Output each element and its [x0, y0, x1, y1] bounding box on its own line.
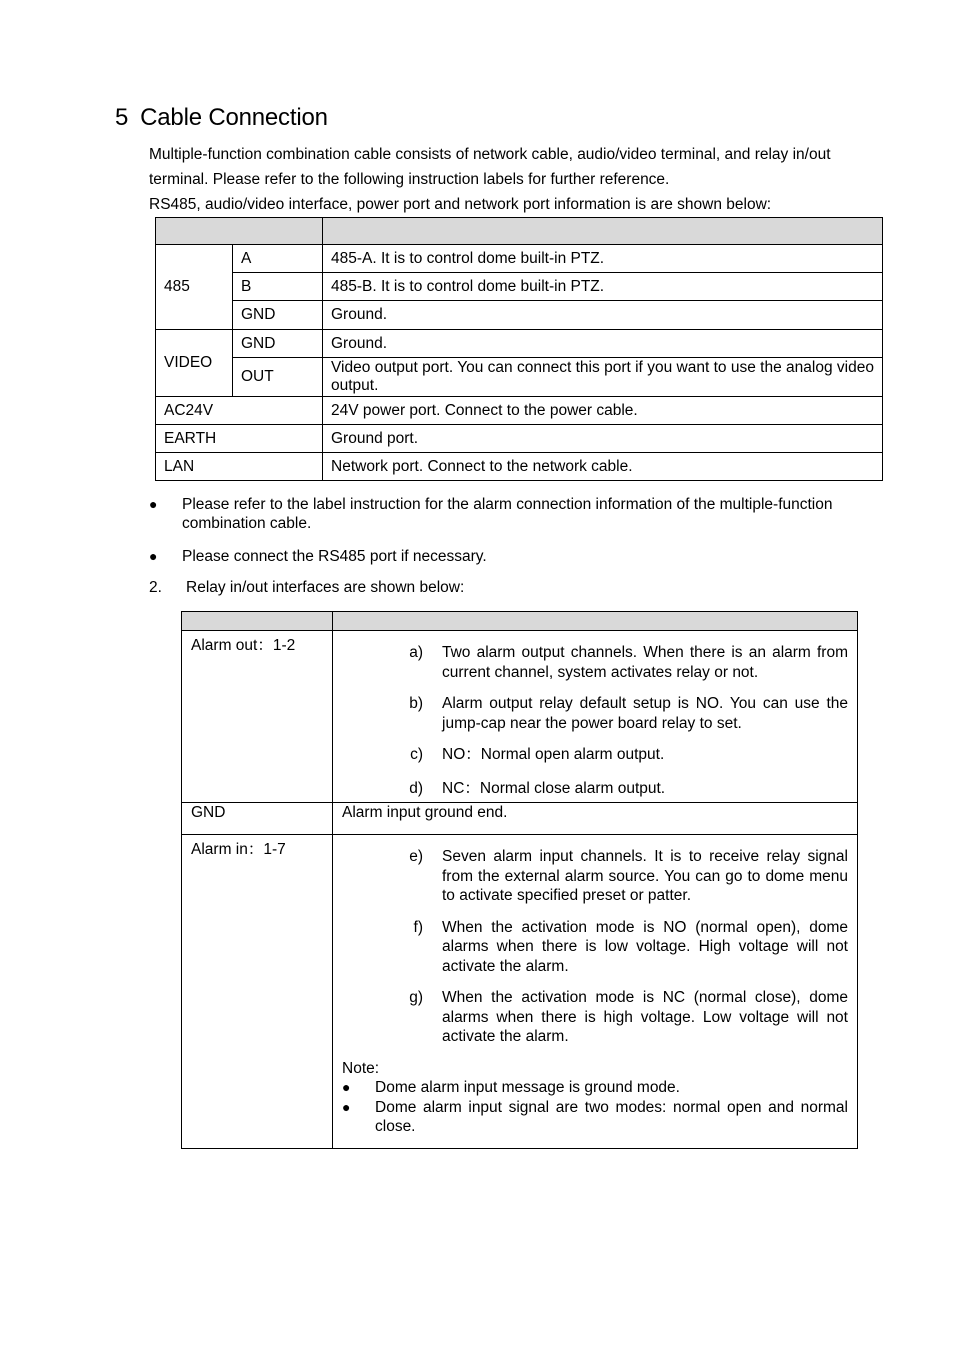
- item-marker: c): [410, 746, 423, 763]
- item-text: NC：Normal close alarm output.: [442, 779, 666, 797]
- group-cell: EARTH: [156, 425, 323, 453]
- port-cell: B: [233, 273, 323, 301]
- desc-cell: [333, 631, 858, 803]
- bullet-text: Please refer to the label instruction for the alarm connection information of the multiple-function combination cable.: [182, 496, 833, 532]
- item-text: When the activation mode is NC (normal close), dome alarms when there is high voltage. Low voltage will not activate the alarm.: [442, 989, 848, 1045]
- numbered-item: [149, 579, 464, 597]
- list-item: [342, 779, 848, 799]
- item-marker: e): [409, 848, 423, 865]
- group-cell: VIDEO: [156, 330, 233, 397]
- label-cell: Alarm in：1-7: [182, 835, 333, 1149]
- item-marker: b): [409, 695, 423, 712]
- bullet-icon: ●: [149, 496, 158, 512]
- relay-table-header: [182, 612, 858, 631]
- list-item: [342, 1078, 848, 1098]
- bullet-icon: ●: [149, 548, 158, 564]
- alarm-in-list: [342, 847, 848, 1047]
- desc-cell: 485-B. It is to control dome built-in PTZ.: [323, 273, 883, 301]
- intro-sentence: RS485, audio/video interface, power port and network port information is are shown below:: [149, 196, 772, 213]
- table-row: [156, 425, 883, 453]
- item-text: When the activation mode is NO (normal open), dome alarms when there is low voltage. High voltage will not activate the alarm.: [442, 918, 848, 975]
- list-item: [149, 495, 894, 533]
- note-list: [342, 1078, 848, 1137]
- label-cell: Alarm out：1-2: [182, 631, 333, 803]
- item-marker: a): [409, 644, 423, 661]
- item-text: NO：Normal open alarm output.: [442, 746, 665, 763]
- desc-cell: Ground.: [323, 330, 883, 358]
- list-item: [342, 745, 848, 765]
- desc-cell: Ground.: [323, 301, 883, 330]
- item-text: Two alarm output channels. When there is an alarm from current channel, system activates relay or not.: [442, 644, 848, 681]
- group-cell: AC24V: [156, 397, 323, 425]
- table-row: [182, 835, 858, 1149]
- item-marker: f): [413, 918, 423, 936]
- relay-table: [181, 611, 858, 1149]
- desc-cell: Video output port. You can connect this port if you want to use the analog video output.: [323, 358, 883, 397]
- port-cell: OUT: [233, 358, 323, 397]
- item-text: Alarm output relay default setup is NO. You can use the jump-cap near the power board relay to set.: [442, 695, 848, 732]
- bullet-text: Please connect the RS485 port if necessary.: [182, 548, 487, 565]
- port-table: [155, 217, 883, 481]
- table-row: [156, 245, 883, 273]
- group-cell: 485: [156, 245, 233, 330]
- desc-cell: 485-A. It is to control dome built-in PTZ.: [323, 245, 883, 273]
- bullet-icon: ●: [342, 1079, 351, 1095]
- port-cell: A: [233, 245, 323, 273]
- section-title: Cable Connection: [140, 104, 328, 131]
- desc-cell: 24V power port. Connect to the power cable.: [323, 397, 883, 425]
- table-row: [156, 330, 883, 358]
- list-item: [342, 1098, 848, 1137]
- desc-cell: Ground port.: [323, 425, 883, 453]
- desc-cell: Alarm input ground end.: [333, 803, 858, 835]
- section-number: 5: [115, 104, 129, 131]
- table-row: [156, 358, 883, 397]
- group-cell: LAN: [156, 453, 323, 481]
- intro-paragraph: Multiple-function combination cable consists of network cable, audio/video terminal, and relay in/out terminal. Please refer to the following instruction labels for further reference.: [149, 146, 831, 188]
- table-row: [182, 803, 858, 835]
- note-text: Dome alarm input message is ground mode.: [375, 1079, 680, 1096]
- item-marker: g): [409, 989, 423, 1006]
- list-item: [149, 547, 894, 566]
- table-row: [156, 397, 883, 425]
- list-item: [342, 988, 848, 1047]
- item-text: Seven alarm input channels. It is to receive relay signal from the external alarm source. You can go to dome menu to activate specified preset or patter.: [442, 848, 848, 904]
- item-marker: d): [409, 779, 423, 797]
- table-row: [156, 273, 883, 301]
- note-label: Note:: [342, 1059, 380, 1077]
- item-text: Relay in/out interfaces are shown below:: [186, 579, 465, 596]
- list-item: [342, 694, 848, 733]
- bullet-icon: ●: [342, 1098, 351, 1115]
- port-cell: GND: [233, 330, 323, 358]
- alarm-out-list: [342, 643, 848, 798]
- table-row: [156, 301, 883, 330]
- port-cell: GND: [233, 301, 323, 330]
- desc-cell: Network port. Connect to the network cable.: [323, 453, 883, 481]
- port-table-header: [156, 218, 883, 245]
- item-number: 2.: [149, 579, 162, 596]
- section-heading: [115, 104, 328, 132]
- desc-cell: [333, 835, 858, 1149]
- list-item: [342, 643, 848, 682]
- list-item: [342, 918, 848, 977]
- table-row: [156, 453, 883, 481]
- table-row: [182, 631, 858, 803]
- label-cell: GND: [182, 803, 333, 835]
- note-text: Dome alarm input signal are two modes: normal open and normal close.: [375, 1098, 848, 1135]
- list-item: [342, 847, 848, 906]
